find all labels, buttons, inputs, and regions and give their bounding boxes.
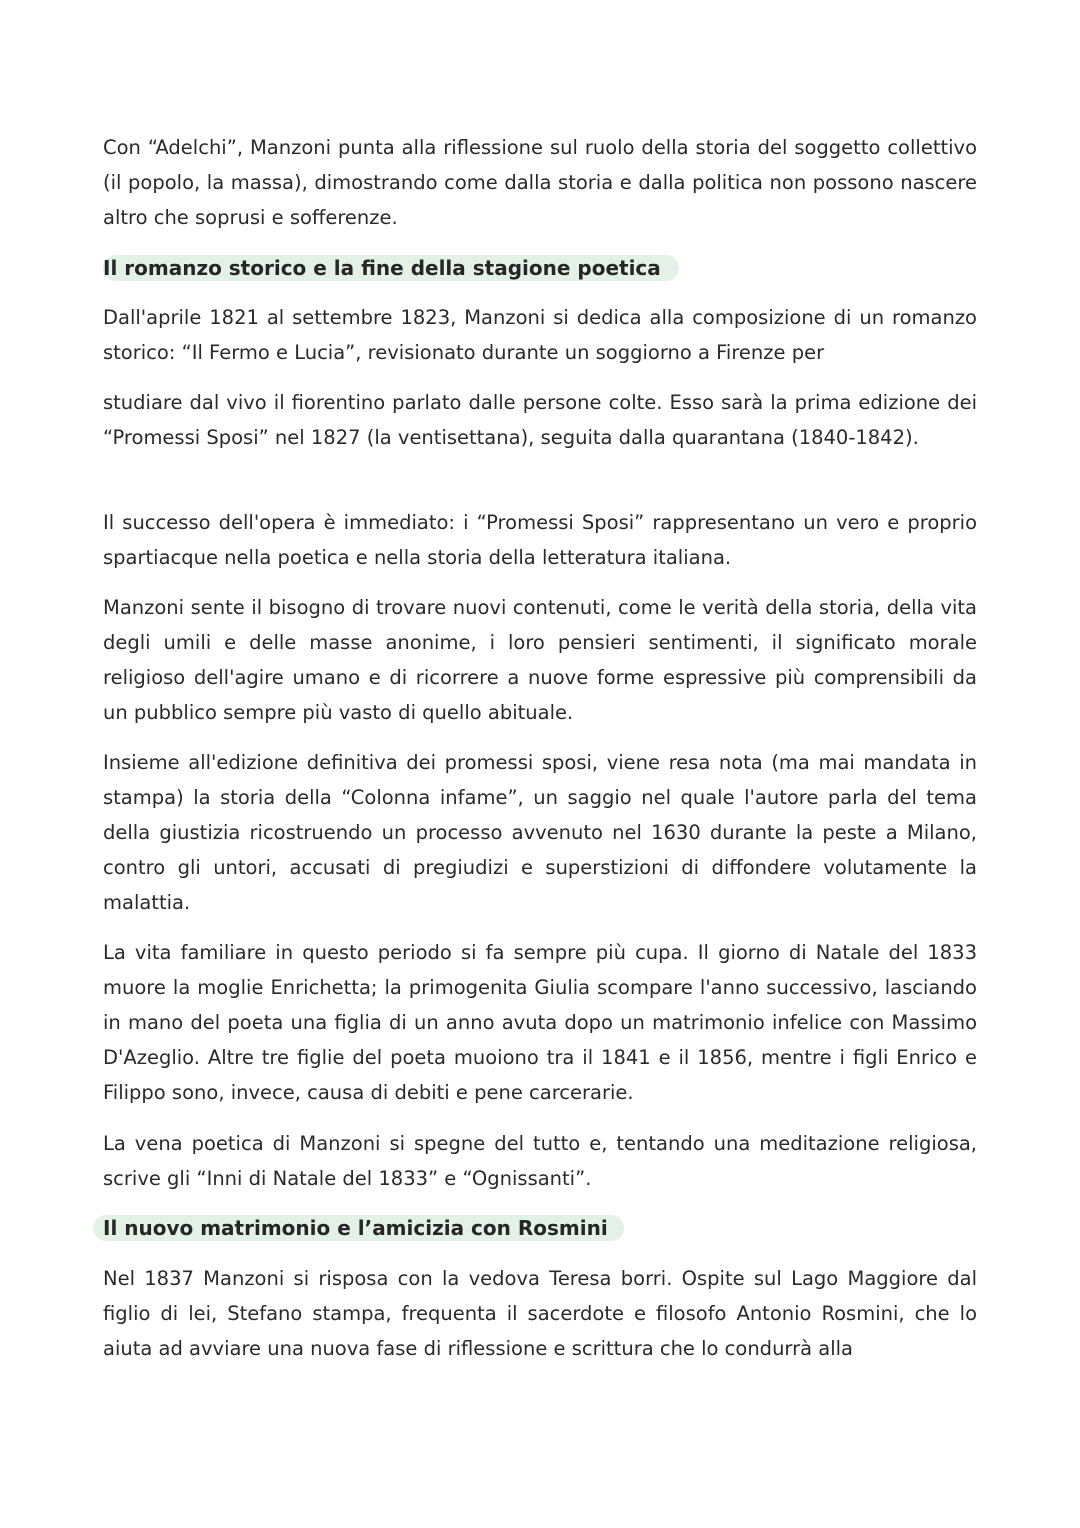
section-heading-romanzo-storico: Il romanzo storico e la fine della stagione poetica [103, 255, 679, 281]
paragraph-adelchi: Con “Adelchi”, Manzoni punta alla riflessione sul ruolo della storia del soggetto collettivo (il popolo, la massa), dimostrando come dalla storia e dalla politica non possono nascere altro che soprusi e sofferenze. [103, 136, 977, 229]
paragraph-fermo-e-lucia: Dall'aprile 1821 al settembre 1823, Manzoni si dedica alla composizione di un romanzo storico: “Il Fermo e Lucia”, revisionato durante un soggiorno a Firenze per [103, 306, 977, 364]
paragraph-nuovi-contenuti: Manzoni sente il bisogno di trovare nuovi contenuti, come le verità della storia, della vita degli umili e delle masse anonime, i loro pensieri sentimenti, il significato morale religioso dell'agire umano e di ricorrere a nuove forme espressive più comprensibili da un pubblico sempre più vasto di quello abituale. [103, 596, 977, 724]
paragraph-rosmini: Nel 1837 Manzoni si risposa con la vedova Teresa borri. Ospite sul Lago Maggiore dal figlio di lei, Stefano stampa, frequenta il sacerdote e filosofo Antonio Rosmini, che lo aiuta ad avviare una nuova fase di riflessione e scrittura che lo condurrà alla [103, 1267, 977, 1360]
paragraph-promessi-sposi-edizioni: studiare dal vivo il fiorentino parlato dalle persone colte. Esso sarà la prima edizione dei “Promessi Sposi” nel 1827 (la ventisettana), seguita dalla quarantana (1840-1842). [103, 391, 977, 449]
section-heading-nuovo-matrimonio: Il nuovo matrimonio e l’amicizia con Rosmini [93, 1215, 624, 1241]
paragraph-vena-poetica: La vena poetica di Manzoni si spegne del tutto e, tentando una meditazione religiosa, scrive gli “Inni di Natale del 1833” e “Ognissanti”. [103, 1132, 977, 1190]
paragraph-colonna-infame: Insieme all'edizione definitiva dei promessi sposi, viene resa nota (ma mai mandata in stampa) la storia della “Colonna infame”, un saggio nel quale l'autore parla del tema della giustizia ricostruendo un processo avvenuto nel 1630 durante la peste a Milano, contro gli untori, accusati di pregiudizi e superstizioni di diffondere volutamente la malattia. [103, 751, 977, 914]
paragraph-vita-familiare: La vita familiare in questo periodo si fa sempre più cupa. Il giorno di Natale del 1833 muore la moglie Enrichetta; la primogenita Giulia scompare l'anno successivo, lasciando in mano del poeta una figlia di un anno avuta dopo un matrimonio infelice con Massimo D'Azeglio. Altre tre figlie del poeta muoiono tra il 1841 e il 1856, mentre i figli Enrico e Filippo sono, invece, causa di debiti e pene carcerarie. [103, 941, 977, 1104]
paragraph-successo-opera: Il successo dell'opera è immediato: i “Promessi Sposi” rappresentano un vero e proprio spartiacque nella poetica e nella storia della letteratura italiana. [103, 511, 977, 569]
